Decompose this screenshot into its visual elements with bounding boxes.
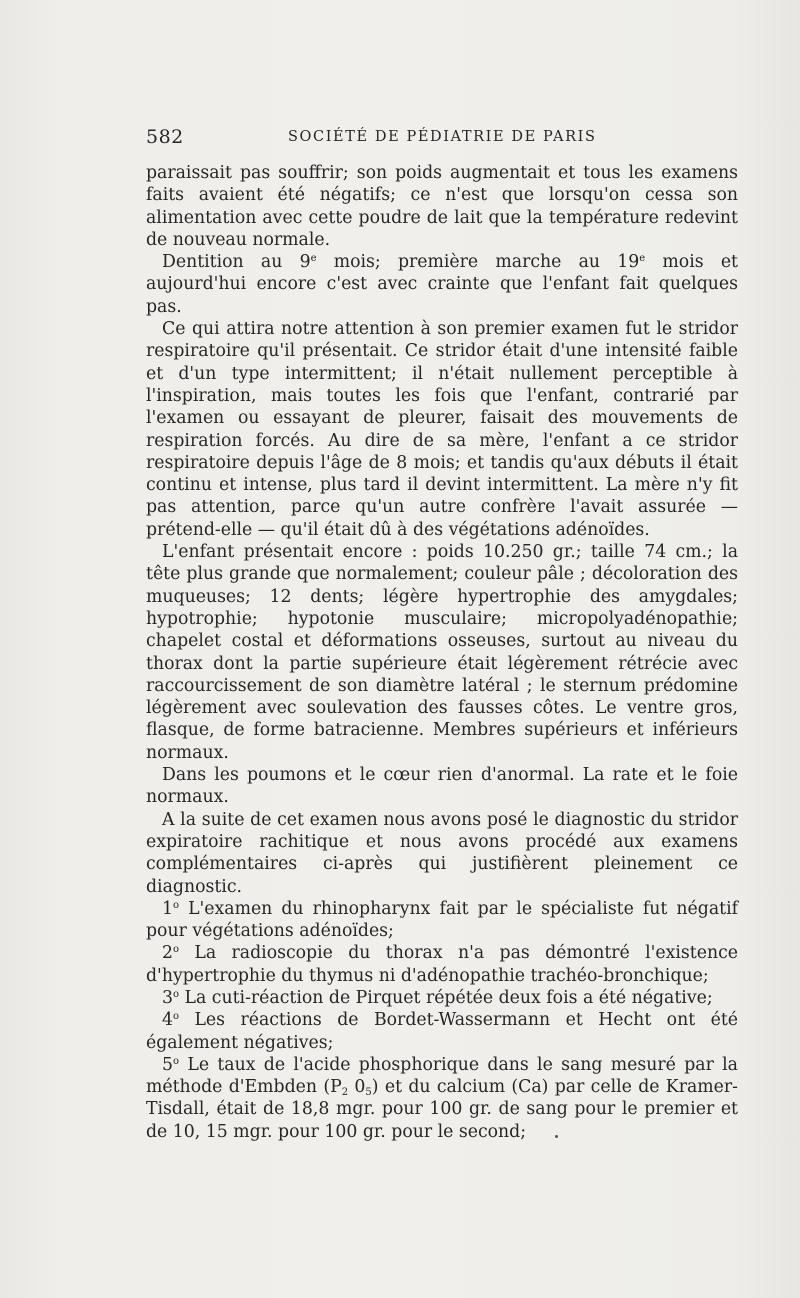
list-item-5: 5$^o$ Le taux de l'acide phosphorique dans le sang mesuré par la méthode d'Embden ($P_2$ $0_5$) et du calcium (Ca) par celle de Kramer-Tisdall, était de 18,8 mgr. pour 100 gr. de sang pour le premier et de 10, 15 mgr. pour 100 gr. pour le second; (146, 1054, 738, 1142)
body-text (146, 162, 738, 1143)
list-item-3: 3$^o$ La cuti-réaction de Pirquet répétée deux fois a été négative; (162, 987, 713, 1008)
paragraph-lungs: Dans les poumons et le cœur rien d'anormal. La rate et le foie normaux. (146, 765, 738, 808)
page-header (146, 126, 726, 150)
paragraph-examination: L'enfant présentait encore : poids 10.250 gr.; taille 74 cm.; la tête plus grande que normalement; couleur pâle ; décoloration des muqueuses; 12 dents; légère hypertrophie des amygdales; hypotrophie; hypotonie musculaire; micropolyadénopathie; chapelet costal et déformations osseuses, surtout au niveau du thorax dont la partie supérieure était légèrement rétrécie avec raccourcissement de son diamètre latéral ; le sternum prédomine légèrement avec soulevation des fausses côtes. Le ventre gros, flasque, de forme batracienne. Membres supérieurs et inférieurs normaux. (146, 542, 738, 763)
paragraph-stridor: Ce qui attira notre attention à son premier examen fut le stridor respiratoire qu'il présentait. Ce stridor était d'une intensité faible et d'un type intermittent; il n'était nullement perceptible à l'inspiration, mais toutes les fois que l'enfant, contrarié par l'examen ou essayant de pleurer, faisait des mouvements de respiration forcés. Au dire de sa mère, l'enfant a ce stridor respiratoire depuis l'âge de 8 mois; et tandis qu'aux débuts il était continu et intense, plus tard il devint intermittent. La mère n'y fit pas attention, parce qu'un autre confrère l'avait assurée — prétend-elle — qu'il était dû à des végétations adénoïdes. (146, 319, 738, 540)
list-item-2: 2$^o$ La radioscopie du thorax n'a pas démontré l'existence d'hypertrophie du thymus ni d'adénopathie trachéo-bronchique; (146, 943, 738, 986)
paragraph-diagnosis: A la suite de cet examen nous avons posé le diagnostic du stridor expiratoire rachitique et nous avons procédé aux examens complémentaires ci-après qui justifièrent pleinement ce diagnostic. (146, 809, 738, 897)
list-item-4: 4$^o$ Les réactions de Bordet-Wassermann et Hecht ont été également négatives; (146, 1010, 738, 1053)
ink-speck (555, 1135, 558, 1138)
running-title: SOCIÉTÉ DE PÉDIATRIE DE PARIS (288, 129, 597, 145)
page-number: 582 (146, 126, 184, 148)
paragraph-dentition: Dentition au 9e mois; première marche au 19e mois et aujourd'hui encore c'est avec crainte que l'enfant fait quelques pas. (146, 252, 738, 317)
list-item-1: 1$^o$ L'examen du rhinopharynx fait par le spécialiste fut négatif pour végétations adénoïdes; (146, 898, 738, 942)
paragraph-continuation: paraissait pas souffrir; son poids augmentait et tous les examens faits avaient été négatifs; ce n'est que lorsqu'on cessa son alimentation avec cette poudre de lait que la température redevint de nouveau normale. (146, 163, 738, 250)
